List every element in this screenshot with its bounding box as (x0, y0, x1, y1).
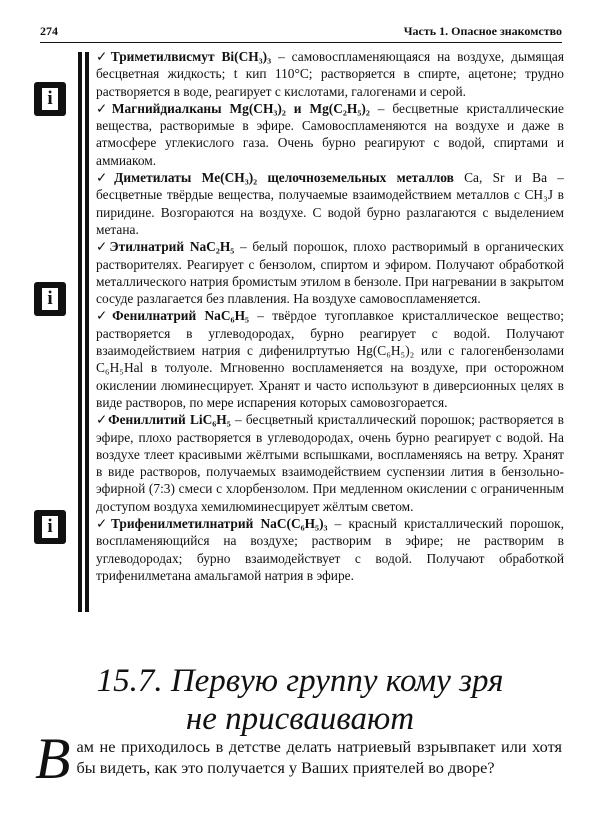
check-bullet: ✓ (96, 308, 113, 324)
compound-name: Фениллитий (108, 412, 186, 428)
compound-name: Диметилаты (114, 170, 192, 186)
compound-entry (96, 307, 564, 411)
page-number: 274 (40, 24, 58, 38)
check-bullet: ✓ (96, 412, 109, 428)
compound-entry (96, 100, 564, 169)
margin-rule-left (78, 52, 82, 612)
compound-entry (96, 515, 564, 584)
compound-formula: LiC₆H₅ (189, 412, 231, 428)
info-icon (34, 510, 66, 544)
intro-paragraph (35, 726, 562, 791)
compound-formula: NaC₆H₅ (204, 308, 249, 324)
margin-rule-right (85, 52, 89, 612)
info-icon (34, 82, 66, 116)
compound-entry (96, 238, 564, 307)
check-bullet: ✓ (96, 170, 115, 186)
section-heading (60, 662, 540, 738)
compound-entry (96, 48, 564, 100)
info-icon-letter: i (47, 88, 53, 109)
compound-formula: NaC₂H₅ (189, 239, 235, 255)
info-icon-letter: i (47, 516, 53, 537)
compound-description: – твёрдое тугоплавкое кристаллическое вещество; растворяется в углеводородах, бурно реагирует с водой. Получают взаимодействием натрия с дифенилртутью Hg(C₆H₅)₂ или с галогенбензолами C₆H₅Hal в толуоле. Мгновенно воспламеняется на воздухе, при осторожном окислении люминесцирует. Хранят и часто используют в диверсионных целях в виде растворов, по мере испарения которых самовозгорается. (96, 308, 564, 410)
compound-name: Этилнатрий (109, 239, 185, 255)
compound-formula: Me(CH₃)₂ щелочноземельных металлов (201, 170, 454, 186)
compound-description: – самовоспламеняющаяся на воздухе, дымящая бесцветная жидкость; t кип 110°C; растворяется в спирте, ацетоне; трудно растворяется в воде, реагирует с кислотами, галогенами и серой. (96, 49, 564, 99)
section-heading-line2: не присваивают (185, 701, 415, 737)
info-icon-letter: i (47, 288, 53, 309)
compound-name: Триметилвисмут (110, 49, 215, 64)
intro-text: ам не приходилось в детстве делать натриевый взрывпакет или хотя бы видеть, как это получается у Ваших приятелей во дворе? (76, 737, 562, 777)
compound-entry (96, 169, 564, 238)
compound-description: Ca, Sr и Ba – бесцветные твёрдые вещества, получаемые взаимодействием металлов с CH₃J в пиридине. Возгораются на воздухе. С водой бурно разлагаются с выделением метана. (96, 170, 564, 237)
compound-formula: Bi(CH₃)₃ (221, 49, 272, 64)
drop-cap: В (35, 726, 71, 791)
compound-list (96, 48, 564, 584)
check-bullet: ✓ (96, 239, 110, 255)
check-bullet: ✓ (96, 49, 111, 64)
compound-description: – бесцветный кристаллический порошок; растворяется в эфире, плохо растворяется в углеводородах, очень бурно реагирует с водой. На воздухе тлеет красивыми жёлтыми вспышками, воспламеняясь на ветру. Хранят в виде растворов, получаемых взаимодействием суспензии лития в бензольно-эфирной (7:3) смеси с хлорбензолом. При медленном окислении с ограниченным доступом воздуха хемилюминесцирует жёлтым светом. (96, 412, 564, 514)
compound-description: – белый порошок, плохо растворимый в органических растворителях. Реагирует с бензолом, спиртом и эфиром. Получают обработкой металлического натрия бромистым этилом в бензоле. При нагревании в закрытом сосуде разлагается без плавления. На воздухе самовоспламеняется. (96, 239, 564, 307)
info-icon (34, 282, 66, 316)
compound-name: Трифенилметилнатрий (111, 516, 254, 532)
compound-description: – красный кристаллический порошок, воспламеняющийся на воздухе; растворим в эфире; не растворим в углеводородах; бурно взаимодействует с водой. Получают обработкой трифенилметана амальгамой натрия в эфире. (96, 516, 564, 583)
compound-description: – бесцветные кристаллические вещества, растворимые в эфире. Самовоспламеняются на воздухе и даже в атмосфере углекислого газа. Очень бурно реагируют с водой, спиртами и аммиаком. (96, 100, 564, 168)
compound-formula: NaC(C₆H₅)₃ (260, 516, 328, 532)
compound-name: Магнийдиалканы (111, 100, 222, 116)
section-heading-line1: 15.7. Первую группу кому зря (96, 663, 504, 699)
compound-formula: Mg(CH₃)₂ и Mg(C₂H₅)₂ (229, 100, 370, 116)
part-title: Часть 1. Опасное знакомство (403, 24, 562, 38)
running-header (40, 22, 562, 43)
compound-entry (96, 411, 564, 515)
compound-name: Фенилнатрий (112, 308, 197, 324)
check-bullet: ✓ (96, 516, 112, 532)
check-bullet: ✓ (96, 100, 112, 116)
